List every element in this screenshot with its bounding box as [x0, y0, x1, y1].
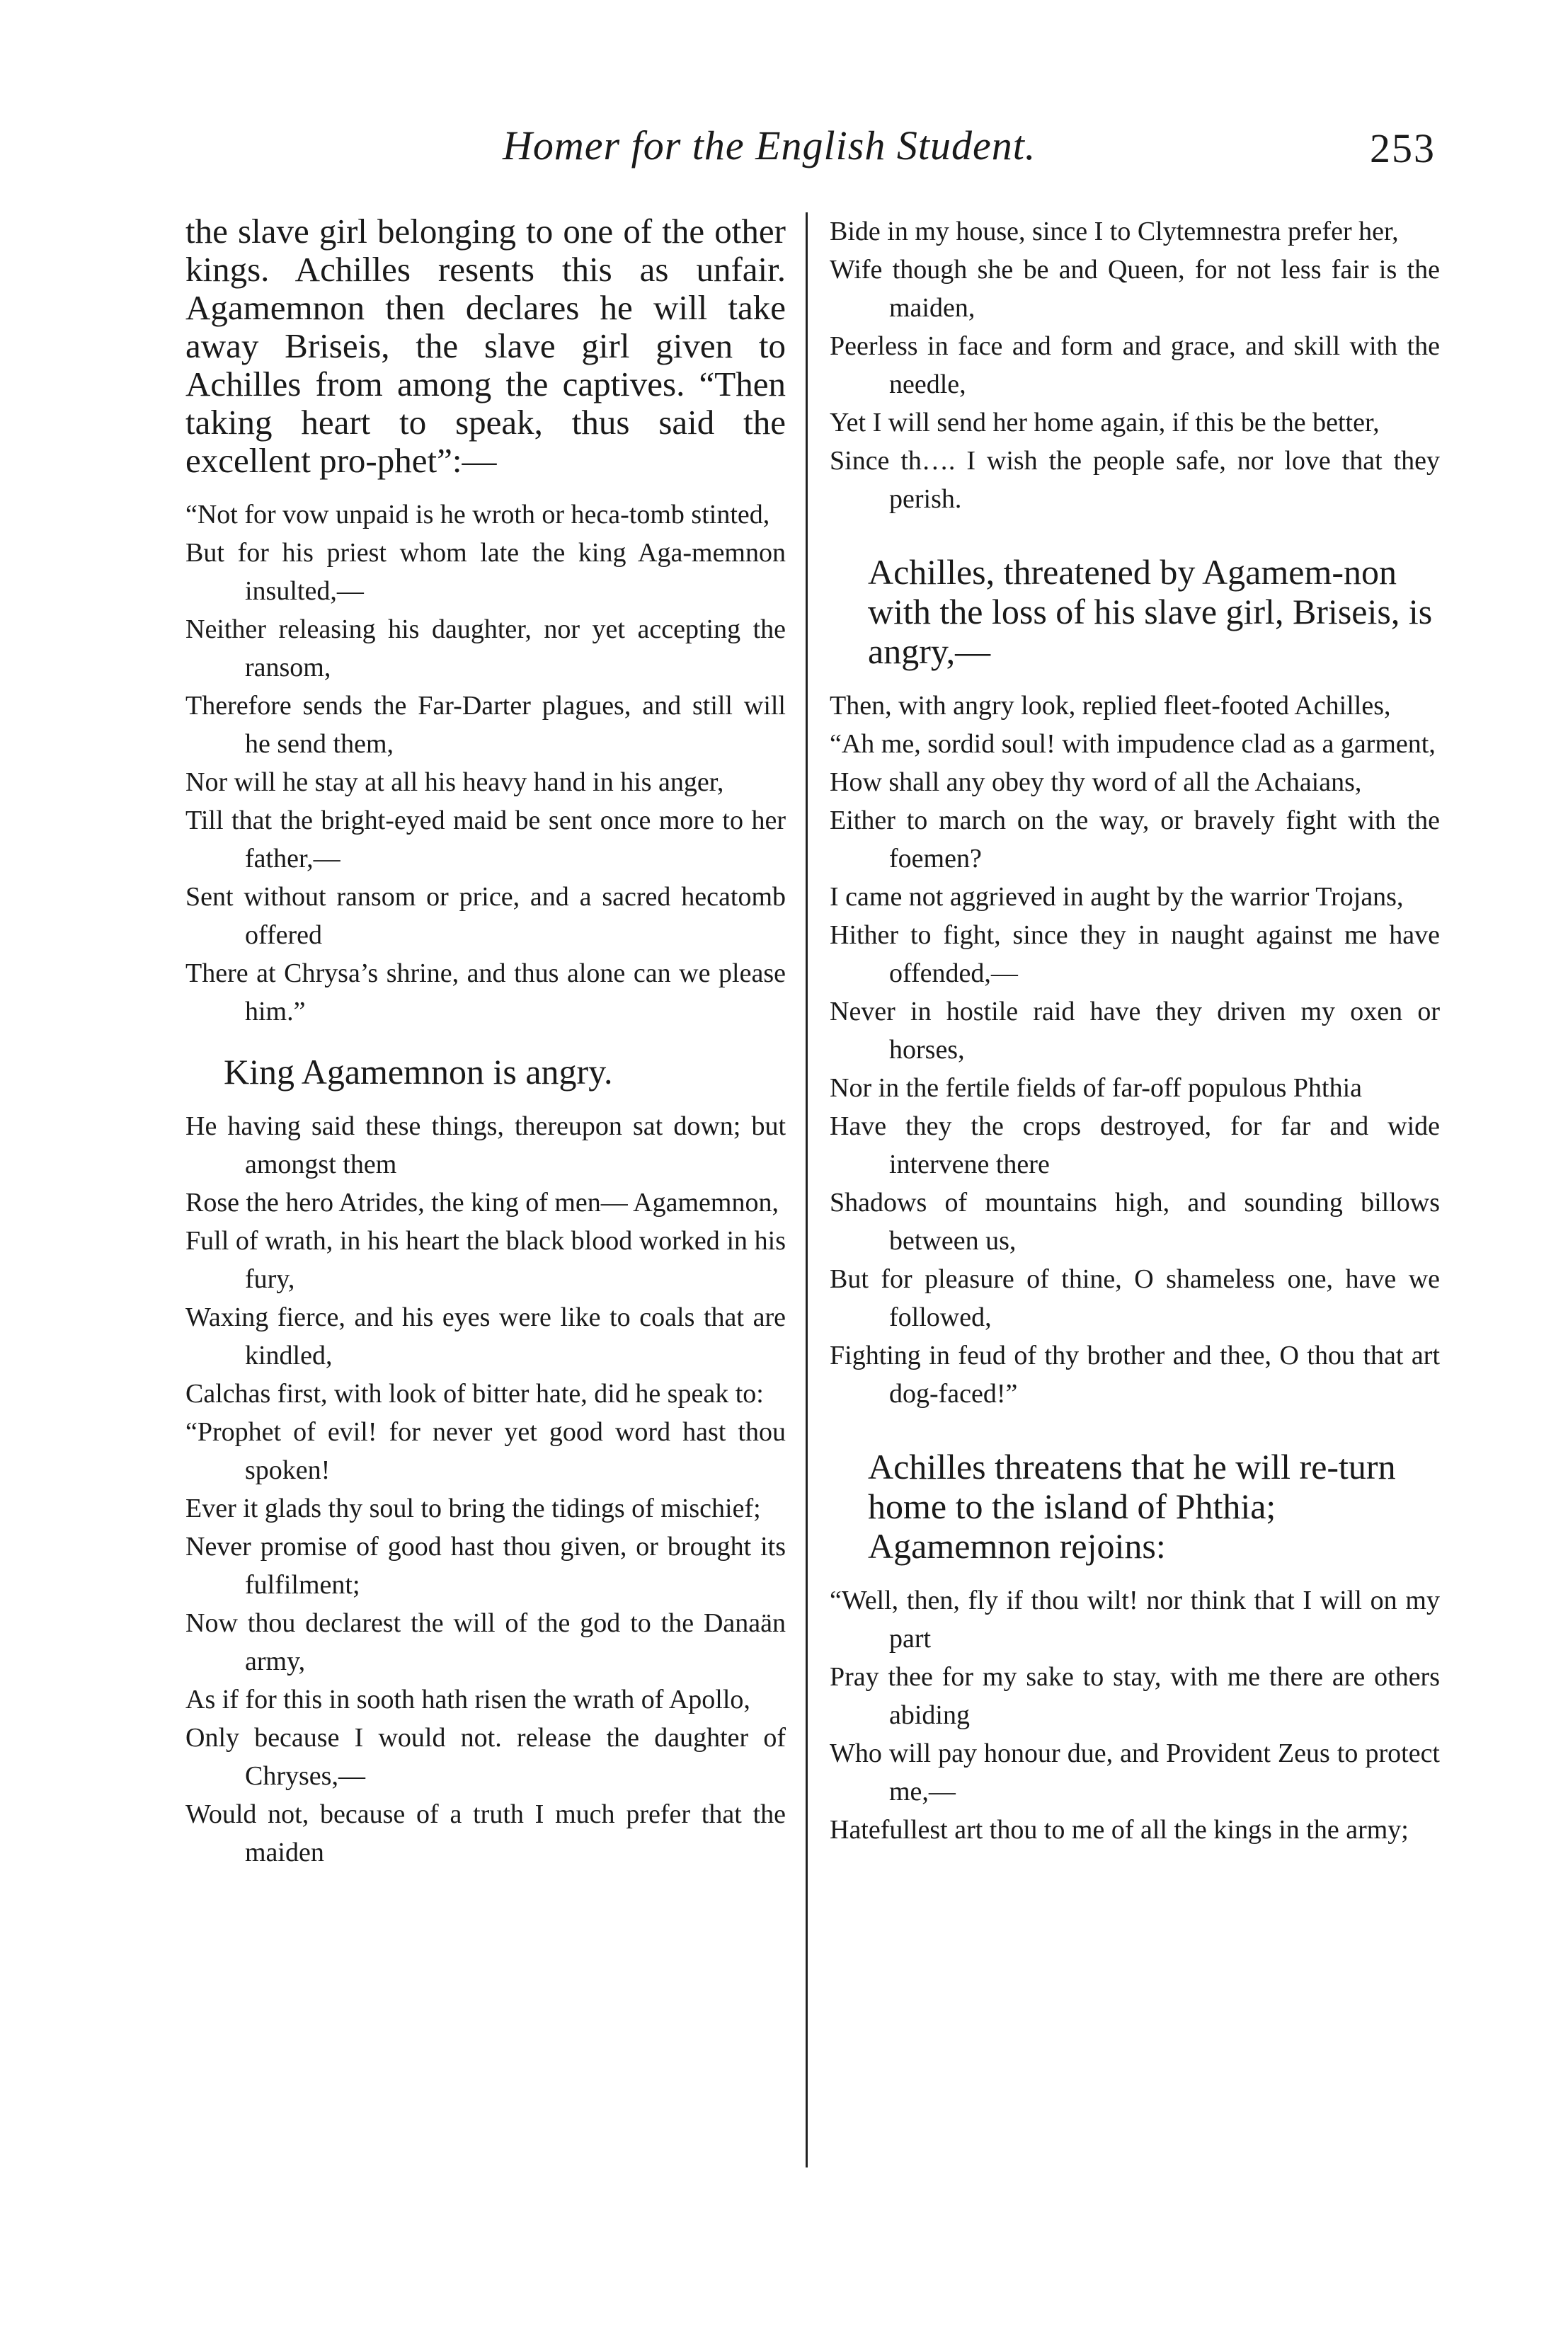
verse-line: “Prophet of evil! for never yet good word hast thou spoken!	[185, 1417, 786, 1485]
verse-line: But for his priest whom late the king Aga-memnon insulted,—	[185, 538, 786, 606]
verse-line: I came not aggrieved in aught by the warrior Trojans,	[830, 882, 1404, 912]
verse-line: There at Chrysa’s shrine, and thus alone can we please him.”	[185, 958, 786, 1026]
page-number: 253	[1370, 125, 1436, 171]
section-heading: Achilles, threatened by Agamem-non with the loss of his slave girl, Briseis, is angry,—	[868, 552, 1433, 671]
verse-block	[830, 212, 1440, 518]
verse-line: Shadows of mountains high, and sounding billows between us,	[830, 1188, 1440, 1256]
verse-line: Now thou declarest the will of the god to the Danaän army,	[185, 1608, 786, 1676]
right-column	[830, 212, 1440, 1849]
verse-line: Yet I will send her home again, if this be the better,	[830, 408, 1380, 437]
verse-line: Have they the crops destroyed, for far and wide intervene there	[830, 1111, 1440, 1179]
verse-block	[830, 687, 1440, 1413]
verse-block	[185, 1107, 786, 1872]
verse-line: Who will pay honour due, and Provident Zeus to protect me,—	[830, 1739, 1440, 1806]
section-heading: King Agamemnon is angry.	[224, 1052, 613, 1092]
verse-line: Rose the hero Atrides, the king of men— Agamemnon,	[185, 1188, 779, 1218]
running-title: Homer for the English Student.	[503, 122, 1036, 168]
verse-line: Sent without ransom or price, and a sacred hecatomb offered	[185, 882, 786, 950]
verse-line: Would not, because of a truth I much prefer that the maiden	[185, 1799, 786, 1867]
verse-line: Never promise of good hast thou given, or brought its fulfilment;	[185, 1532, 786, 1600]
verse-line: Therefore sends the Far-Darter plagues, and still will he send them,	[185, 691, 786, 759]
section-heading: Achilles threatens that he will re-turn home to the island of Phthia; Agamemnon rejoins:	[868, 1447, 1396, 1566]
verse-line: As if for this in sooth hath risen the wrath of Apollo,	[185, 1685, 750, 1714]
verse-line: How shall any obey thy word of all the Achaians,	[830, 767, 1362, 797]
verse-line: Till that the bright-eyed maid be sent once more to her father,—	[185, 806, 786, 874]
column-divider	[806, 212, 808, 2167]
verse-block	[830, 1581, 1440, 1849]
verse-line: He having said these things, thereupon sat down; but amongst them	[185, 1111, 786, 1179]
verse-line: But for pleasure of thine, O shameless one, have we followed,	[830, 1264, 1440, 1332]
verse-line: Nor in the fertile fields of far-off populous Phthia	[830, 1073, 1363, 1103]
verse-line: Wife though she be and Queen, for not less fair is the maiden,	[830, 255, 1440, 323]
verse-line: Only because I would not. release the daughter of Chryses,—	[185, 1723, 786, 1791]
verse-line: Nor will he stay at all his heavy hand in his anger,	[185, 767, 724, 797]
verse-line: Ever it glads thy soul to bring the tidings of mischief;	[185, 1494, 761, 1523]
verse-line: “Ah me, sordid soul! with impudence clad as a garment,	[830, 729, 1436, 759]
verse-line: Hatefullest art thou to me of all the kings in the army;	[830, 1815, 1409, 1845]
verse-line: Never in hostile raid have they driven my oxen or horses,	[830, 997, 1440, 1065]
verse-line: Bide in my house, since I to Clytemnestra prefer her,	[830, 217, 1399, 246]
verse-line: “Well, then, fly if thou wilt! nor think that I will on my part	[830, 1586, 1440, 1654]
verse-line: Peerless in face and form and grace, and skill with the needle,	[830, 331, 1440, 399]
verse-line: Hither to fight, since they in naught against me have offended,—	[830, 920, 1440, 988]
verse-line: “Not for vow unpaid is he wroth or heca-tomb stinted,	[185, 500, 770, 529]
verse-line: Waxing fierce, and his eyes were like to coals that are kindled,	[185, 1302, 786, 1370]
left-column	[185, 212, 786, 1872]
page-header	[488, 122, 1480, 185]
verse-line: Fighting in feud of thy brother and thee, O thou that art dog-faced!”	[830, 1341, 1440, 1409]
verse-line: Pray thee for my sake to stay, with me there are others abiding	[830, 1662, 1440, 1730]
verse-line: Calchas first, with look of bitter hate, did he speak to:	[185, 1379, 764, 1409]
verse-line: Either to march on the way, or bravely fight with the foemen?	[830, 806, 1440, 874]
verse-line: Neither releasing his daughter, nor yet accepting the ransom,	[185, 614, 786, 682]
intro-paragraph: the slave girl belonging to one of the other kings. Achilles resents this as unfair. Agamemnon then declares he will take away Briseis, the slave girl given to Achilles from among the captives. “Then taking heart to speak, thus said the excellent pro-phet”:—	[185, 212, 786, 480]
verse-line: Then, with angry look, replied fleet-footed Achilles,	[830, 691, 1391, 721]
verse-line: Since th…. I wish the people safe, nor love that they perish.	[830, 446, 1440, 514]
verse-block	[185, 496, 786, 1031]
verse-line: Full of wrath, in his heart the black blood worked in his fury,	[185, 1226, 786, 1294]
